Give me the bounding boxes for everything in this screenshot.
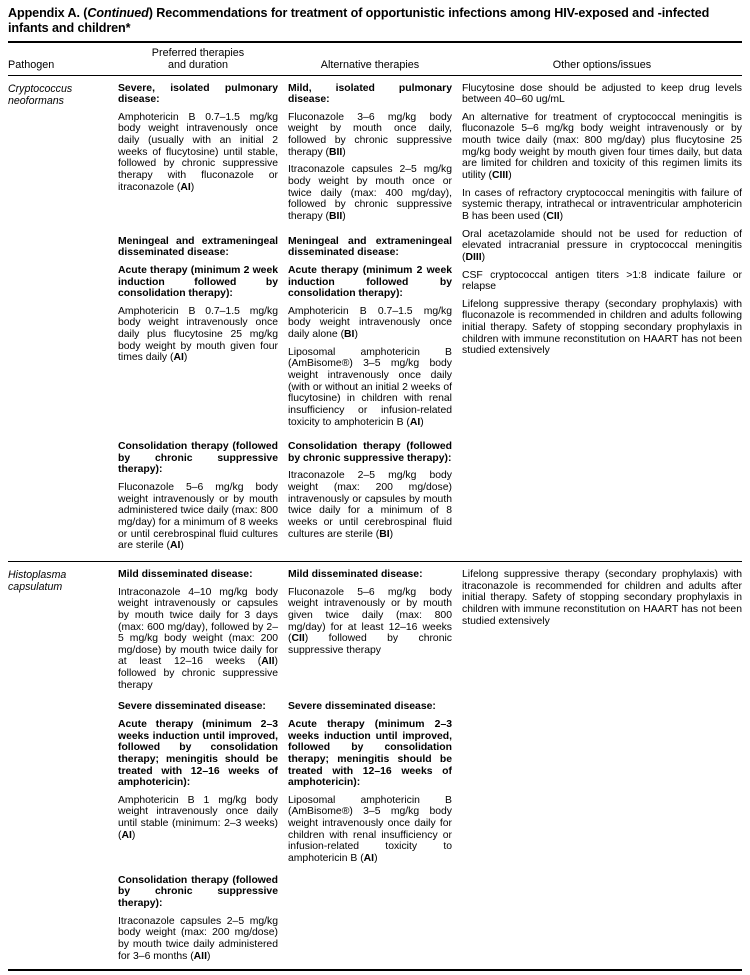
disease-heading: Consolidation therapy (followed by chronic suppressive therapy): xyxy=(118,874,278,909)
other-options-histoplasma xyxy=(462,569,742,962)
title-suffix: ) Recommendations for treatment of opportunistic infections among HIV-exposed and -infected infants and children* xyxy=(8,6,710,36)
therapy-subheading: Acute therapy (minimum 2 week induction followed by consolidation therapy): xyxy=(288,264,452,300)
alternative-block-meningeal xyxy=(288,236,452,429)
pathogen-name: Histoplasma capsulatum xyxy=(8,568,67,594)
other-options-cryptococcus xyxy=(462,83,742,552)
alternative-block-severe-disseminated xyxy=(288,701,452,864)
disease-heading: Consolidation therapy (followed by chronic suppressive therapy): xyxy=(118,441,278,476)
column-header-alternative: Alternative therapies xyxy=(320,59,420,72)
other-note: In cases of refractory cryptococcal meningitis with failure of systemic therapy, intrathecal or intraventricular amphotericin B has been used (CII) xyxy=(462,187,742,222)
disease-heading: Consolidation therapy (followed by chronic suppressive therapy): xyxy=(288,441,452,464)
therapy-subheading: Acute therapy (minimum 2 week induction followed by consolidation therapy): xyxy=(118,264,278,300)
therapy-detail: Amphotericin B 0.7–1.5 mg/kg body weight intravenously once daily plus flucytosine 25 mg/kg body weight by mouth given four times daily (AI) xyxy=(118,305,278,364)
alternative-block-consolidation xyxy=(288,441,452,552)
disease-heading: Mild disseminated disease: xyxy=(288,568,423,580)
therapy-subheading: Acute therapy (minimum 2–3 weeks induction until improved, followed by consolidation therapy; meningitis should be treated with 12–16 weeks of amphotericin): xyxy=(118,719,278,789)
therapy-detail: Liposomal amphotericin B (AmBisome®) 3–5 mg/kg body weight intravenously once daily (with or without an initial 2 weeks of flucytosine) in children with renal insufficiency or infusion-related toxicity to amphotericin B (AI) xyxy=(288,346,452,428)
preferred-block-consolidation xyxy=(118,441,278,552)
preferred-block-severe-pulmonary xyxy=(118,83,278,223)
column-header-preferred xyxy=(118,47,278,72)
other-note: Flucytosine dose should be adjusted to keep drug levels between 40–60 ug/mL xyxy=(462,82,742,106)
table-row-cryptococcus xyxy=(8,76,742,561)
preferred-block-meningeal xyxy=(118,236,278,429)
title-prefix: Appendix A. ( xyxy=(8,6,88,20)
other-note: Lifelong suppressive therapy (secondary prophylaxis) with itraconazole is recommended for children and adults after initial therapy. Safety of stopping secondary prophylaxis in children with immune reconstitution on HAART has not been studied extensively xyxy=(462,568,742,627)
disease-heading: Severe disseminated disease: xyxy=(288,701,436,713)
appendix-title xyxy=(8,6,742,37)
other-note: An alternative for treatment of cryptococcal meningitis is fluconazole 5–6 mg/kg body weight intravenously or by mouth twice daily (max: 800 mg/day) plus flucytosine 25 mg/kg body weight by mouth given four times daily, but data are limited for children and toxicity of this regimen limits its utility (CIII) xyxy=(462,111,742,182)
table-row-histoplasma xyxy=(8,562,742,969)
other-note: Lifelong suppressive therapy (secondary prophylaxis) with fluconazole is recommended in children and adults following initial therapy. Safety of stopping secondary prophylaxis in children with immune reconstitution on HAART has not been studied extensively xyxy=(462,298,742,357)
therapy-detail: Intraconazole 4–10 mg/kg body weight intravenously or capsules by mouth twice daily for 3 days (max: 600 mg/day), followed by 2–5 mg/kg body weight (max: 200 mg/dose) by mouth twice daily for at least 12–16 weeks (AII) followed by chronic suppressive therapy xyxy=(118,586,278,691)
therapy-detail: Itraconazole 2–5 mg/kg body weight (max: 200 mg/dose) intravenously or capsules by mouth twice daily for a minimum of 8 weeks or until cerebrospinal fluid cultures are sterile (BI) xyxy=(288,470,452,540)
therapy-detail: Itraconazole capsules 2–5 mg/kg body weight (max: 200 mg/dose) by mouth twice daily administered for 3–6 months (AII) xyxy=(118,915,278,962)
therapy-detail: Fluconazole 5–6 mg/kg body weight intravenously or by mouth given twice daily (max: 800 mg/day) for at least 12–16 weeks (CII) followed by chronic suppressive therapy xyxy=(288,586,452,656)
disease-heading: Severe, isolated pulmonary disease: xyxy=(118,82,278,106)
alternative-block-mild-disseminated xyxy=(288,569,452,691)
therapy-subheading: Acute therapy (minimum 2–3 weeks induction until improved, followed by consolidation therapy; meningitis should be treated with 12–16 weeks of amphotericin): xyxy=(288,719,452,789)
disease-heading: Meningeal and extrameningeal disseminated disease: xyxy=(288,235,452,259)
divider-bottom xyxy=(8,969,742,971)
other-note: CSF cryptococcal antigen titers >1:8 indicate failure or relapse xyxy=(462,269,742,293)
therapy-detail: Fluconazole 5–6 mg/kg body weight intravenously or by mouth administered twice daily (max: 800 mg/day) for a minimum of 8 weeks or until cerebrospinal fluid cultures are sterile (AI) xyxy=(118,482,278,552)
therapy-detail: Itraconazole capsules 2–5 mg/kg body weight by mouth once or twice daily (max: 400 mg/day), followed by chronic suppressive therapy (BII) xyxy=(288,164,452,222)
table-header-row xyxy=(8,43,742,75)
therapy-detail: Fluconazole 3–6 mg/kg body weight by mouth once daily, followed by chronic suppressive therapy (BII) xyxy=(288,111,452,158)
column-header-preferred-label: Preferred therapies and duration xyxy=(151,46,245,72)
therapy-detail: Liposomal amphotericin B (AmBisome®) 3–5 mg/kg body weight intravenously once daily for children with renal insufficiency or infusion-related toxicity to amphotericin B (AI) xyxy=(288,794,452,865)
disease-heading: Mild, isolated pulmonary disease: xyxy=(288,82,452,106)
alternative-block-mild-pulmonary xyxy=(288,83,452,223)
preferred-block-mild-disseminated xyxy=(118,569,278,691)
column-header-pathogen: Pathogen xyxy=(8,59,55,72)
preferred-block-consolidation xyxy=(118,875,278,962)
column-header-other: Other options/issues xyxy=(552,59,652,72)
disease-heading: Meningeal and extrameningeal disseminated disease: xyxy=(118,235,278,259)
other-note: Oral acetazolamide should not be used for reduction of elevated intracranial pressure in cryptococcal meningitis (DIII) xyxy=(462,228,742,263)
disease-heading: Severe disseminated disease: xyxy=(118,701,266,713)
pathogen-name: Cryptococcus neoformans xyxy=(8,82,73,108)
therapy-detail: Amphotericin B 0.7–1.5 mg/kg body weight intravenously once daily alone (BI) xyxy=(288,305,452,341)
preferred-block-severe-disseminated xyxy=(118,701,278,864)
therapy-detail: Amphotericin B 1 mg/kg body weight intravenously once daily until stable (minimum: 2–3 weeks) (AI) xyxy=(118,794,278,841)
title-continued: Continued xyxy=(87,6,149,20)
disease-heading: Mild disseminated disease: xyxy=(118,568,253,580)
therapy-detail: Amphotericin B 0.7–1.5 mg/kg body weight intravenously once daily (usually with an initial 2 weeks of flucytosine) until stable, followed by chronic suppressive therapy with fluconazole or itraconazole (AI) xyxy=(118,111,278,193)
